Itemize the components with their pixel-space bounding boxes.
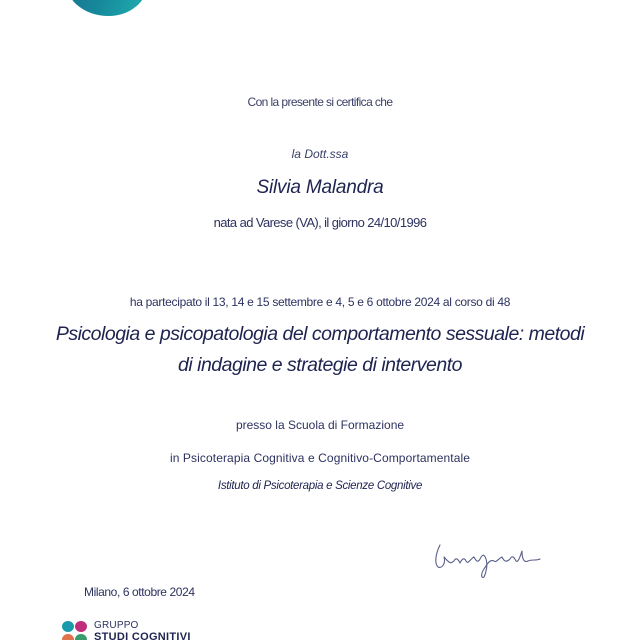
place-and-date: Milano, 6 ottobre 2024 [84, 585, 195, 599]
signature-icon [428, 535, 548, 583]
school-prefix: presso la Scuola di Formazione [235, 418, 405, 432]
logo-dots-icon [62, 620, 90, 640]
logo-text-line-2: STUDI COGNITIVI [94, 631, 191, 640]
participation-text: ha partecipato il 13, 14 e 15 settembre e 4, 5 e 6 ottobre 2024 al corso di 48 [129, 295, 511, 309]
birth-info: nata ad Varese (VA), il giorno 24/10/1996 [213, 215, 427, 230]
signature [428, 535, 548, 583]
recipient-name: Silvia Malandra [256, 177, 384, 198]
decorative-teal-blob [66, 0, 148, 16]
logo-dot-green [75, 634, 87, 640]
logo-text-line-1: GRUPPO [94, 620, 139, 631]
school-name: in Psicoterapia Cognitiva e Cognitivo-Comportamentale [169, 451, 471, 465]
certify-intro: Con la presente si certifica che [247, 95, 393, 109]
logo-dot-magenta [75, 621, 87, 632]
institute-name: Istituto di Psicoterapia e Scienze Cognitive [217, 480, 423, 492]
title-prefix: la Dott.ssa [291, 147, 349, 161]
course-title-line-2: di indagine e strategie di intervento [178, 354, 462, 376]
logo-dot-orange [62, 634, 74, 640]
course-title-line-1: Psicologia e psicopatologia del comportamento sessuale: metodi [55, 323, 585, 345]
gruppo-studi-cognitivi-logo [62, 620, 202, 640]
logo-dot-teal [62, 621, 74, 632]
